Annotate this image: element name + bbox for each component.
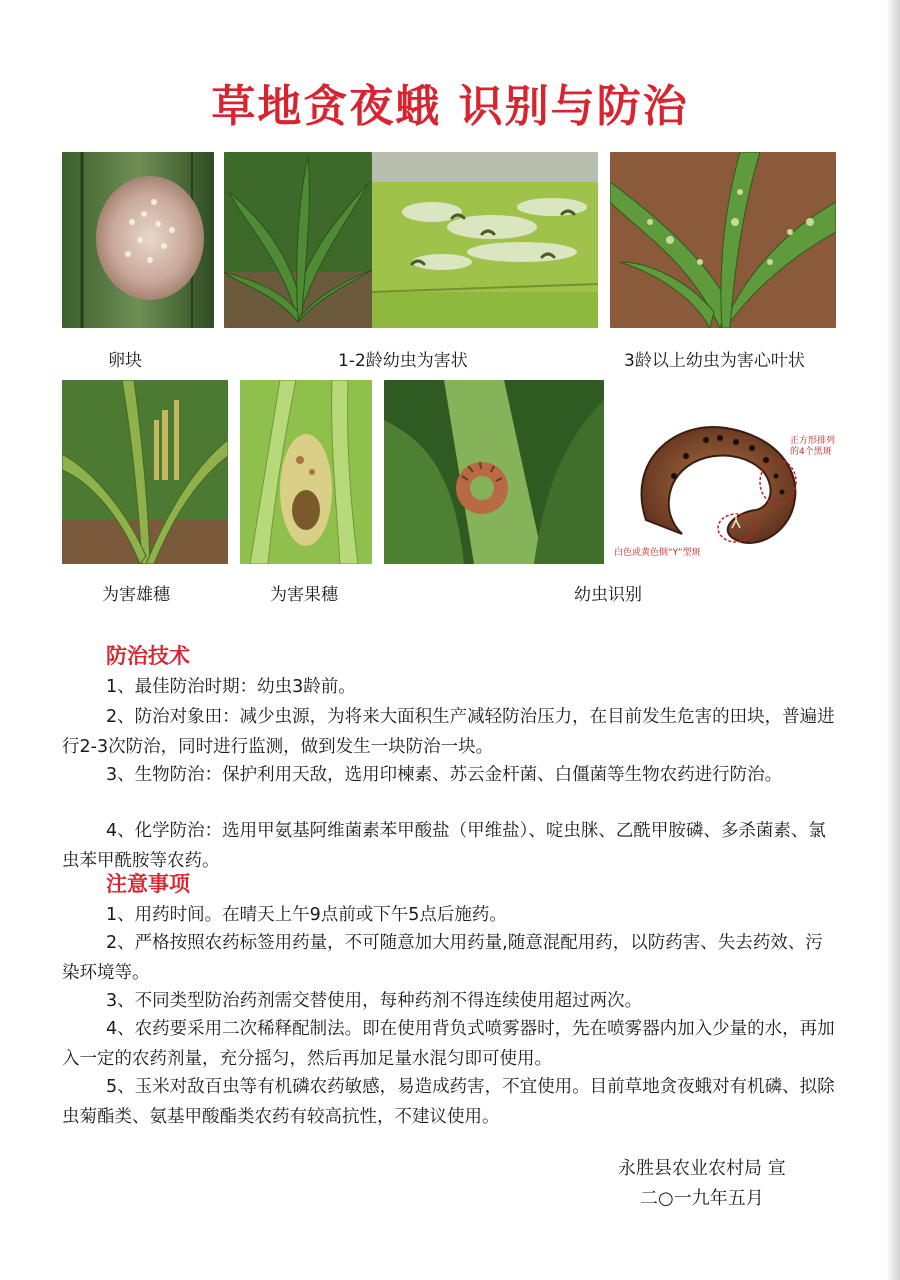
photo-larva-on-leaf: [384, 380, 604, 564]
note-item-2: 2、严格按照农药标签用药量，不可随意加大用药量,随意混配用药，以防药害、失去药效、污染环境等。: [62, 933, 823, 983]
annotation-four-black-spots: 正方形排列 的4个黑斑: [790, 436, 836, 457]
page-title: 草地贪夜蛾 识别与防治: [211, 81, 689, 132]
photo-tassel-damage: [62, 380, 228, 564]
page-edge-shadow: [886, 0, 900, 1280]
caption-young-larva-damage: 1-2龄幼虫为害状: [338, 351, 468, 371]
photo-older-larva-whorl-damage: [610, 152, 836, 328]
photo-egg-mass: [62, 152, 214, 328]
caption-older-larva-damage: 3龄以上幼虫为害心叶状: [624, 351, 805, 371]
caption-ear-damage: 为害果穗: [270, 585, 338, 605]
control-item-2: 2、防治对象田：减少虫源，为将来大面积生产减轻防治压力，在目前发生危害的田块，普遍进行2-3次防治，同时进行监测，做到发生一块防治一块。: [62, 707, 835, 757]
control-item-4: 4、化学防治：选用甲氨基阿维菌素苯甲酸盐（甲维盐）、啶虫脒、乙酰甲胺磷、多杀菌素、氯虫苯甲酰胺等农药。: [62, 821, 826, 871]
signature-date: 二○一九年五月: [640, 1188, 764, 1209]
caption-larva-identification: 幼虫识别: [574, 585, 642, 605]
photo-young-larva-damage-plant: [224, 152, 372, 328]
note-item-5: 5、玉米对敌百虫等有机磷农药敏感，易造成药害，不宜使用。目前草地贪夜蛾对有机磷、拟除虫菊酯类、氨基甲酸酯类农药有较高抗性，不建议使用。: [62, 1077, 835, 1127]
note-item-1: 1、用药时间。在晴天上午9点前或下午5点后施药。: [106, 905, 507, 925]
photo-young-larva-damage-leaf: [372, 152, 598, 328]
section-heading-notes: 注意事项: [106, 872, 190, 896]
photo-larva-identification: [616, 400, 836, 564]
annotation-y-mark: 白色或黄色倒“Y”型斑: [614, 548, 701, 558]
note-item-4: 4、农药要采用二次稀释配制法。即在使用背负式喷雾器时，先在喷雾器内加入少量的水，再加入一定的农药剂量，充分摇匀，然后再加足量水混匀即可使用。: [62, 1019, 835, 1069]
caption-egg-mass: 卵块: [108, 351, 142, 371]
section-heading-control: 防治技术: [106, 644, 190, 668]
note-item-3: 3、不同类型防治药剂需交替使用，每种药剂不得连续使用超过两次。: [106, 991, 643, 1011]
control-item-3: 3、生物防治：保护利用天敌，选用印楝素、苏云金杆菌、白僵菌等生物农药进行防治。: [106, 765, 783, 785]
signature-org: 永胜县农业农村局 宣: [618, 1158, 786, 1179]
control-item-1: 1、最佳防治时期：幼虫3龄前。: [106, 677, 356, 697]
caption-tassel-damage: 为害雄穗: [102, 585, 170, 605]
photo-ear-damage: [240, 380, 372, 564]
